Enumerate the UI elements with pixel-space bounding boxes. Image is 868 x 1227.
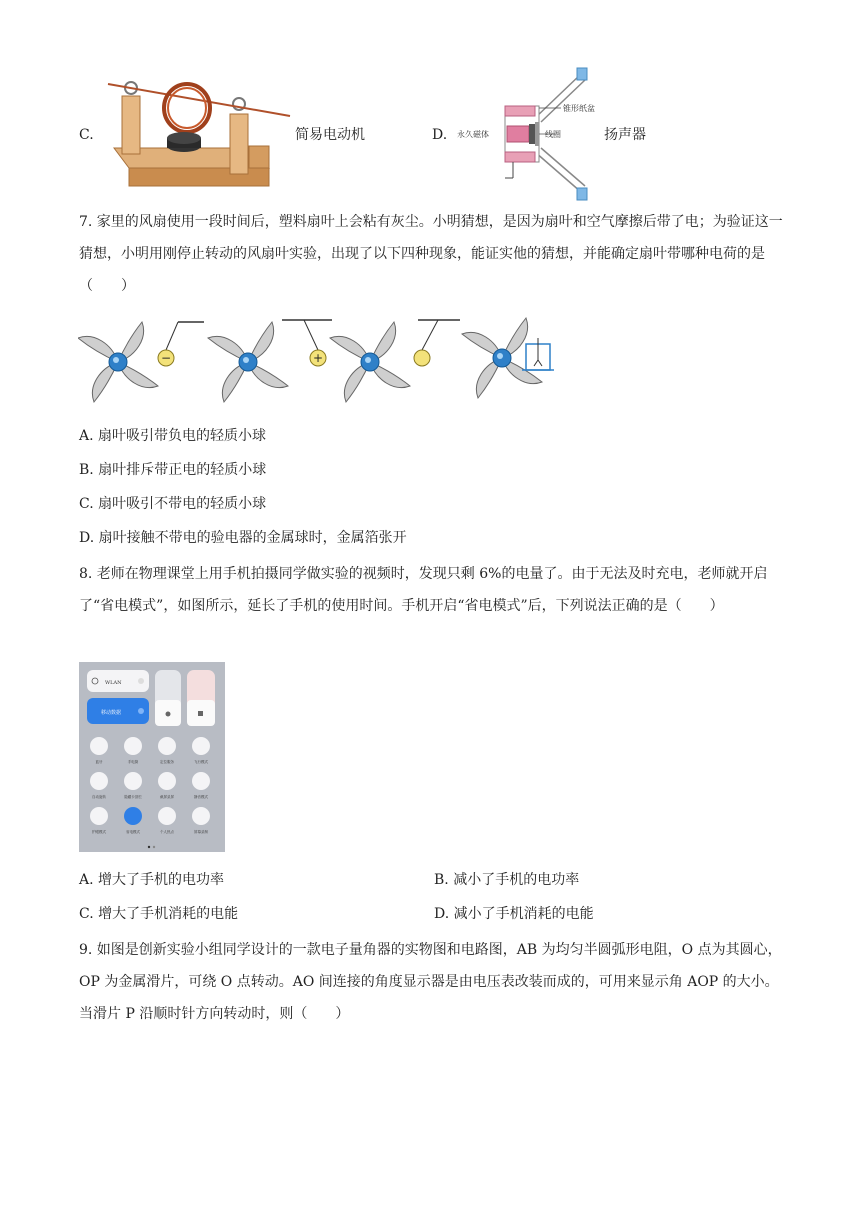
q8-option-d: D. 减小了手机消耗的电能 [434,906,594,922]
option-d-letter: D. [432,127,448,143]
option-d-caption: 扬声器 [604,127,646,143]
speaker-label-magnet: 永久磁体 [457,130,489,139]
grid-label-eye: 护眼模式 [92,830,106,834]
q8-option-c: C. 增大了手机消耗的电能 [79,906,239,922]
q7-option-a: A. 扇叶吸引带负电的轻质小球 [79,428,267,444]
ball-sign-negative: − [160,351,172,365]
grid-label-hide: 隐藏卡顶栏 [124,795,142,799]
speaker-label-cone: 锥形纸盆 [563,104,595,113]
q8-option-b: B. 减小了手机的电功率 [434,872,580,888]
phone-control-center-screenshot [79,662,225,852]
motor-image [104,76,294,194]
grid-label-record: 屏幕录制 [194,830,208,834]
wifi-label: WLAN [105,680,122,686]
grid-label-location: 定位服务 [160,760,174,764]
grid-label-hotspot: 个人热点 [160,830,174,834]
grid-label-flashlight: 手电筒 [127,760,139,764]
grid-label-bluetooth: 蓝牙 [95,760,103,764]
grid-label-airplane: 飞行模式 [194,760,208,764]
speaker-diagram [455,66,605,202]
option-c-caption: 简易电动机 [295,127,365,143]
speaker-label-coil: 线圈 [545,130,561,139]
grid-label-silent: 静音模式 [194,795,208,799]
grid-label-power-saving: 省电模式 [126,830,140,834]
grid-label-screenshot: 截屏录屏 [160,795,174,799]
q7-option-b: B. 扇叶排斥带正电的轻质小球 [79,462,267,478]
q8-option-a: A. 增大了手机的电功率 [79,872,225,888]
fan-experiment-figures [78,316,558,408]
grid-label-rotate: 自动旋转 [92,795,106,799]
q9-stem: 9. 如图是创新实验小组同学设计的一款电子量角器的实物图和电路图，AB 为均匀半圆弧形电阻，O 点为其圆心，OP 为金属滑片，可绕 O 点转动。AO 间连接的角度显示器是由电压表改装而成的，可用来显示角 AOP 的大小。当滑片 P 沿顺时针方向转动时，则（ ） [79,942,782,1022]
q7-option-d: D. 扇叶接触不带电的验电器的金属球时，金属箔张开 [79,530,407,546]
option-c-letter: C. [79,127,94,143]
ball-sign-positive: + [312,351,324,365]
q8-stem: 8. 老师在物理课堂上用手机拍摄同学做实验的视频时，发现只剩 6%的电量了。由于无法及时充电，老师就开启了“省电模式”，如图所示，延长了手机的使用时间。手机开启“省电模式”后，下列说法正确的是（ ） [79,566,768,614]
mobile-data-label: 移动数据 [101,710,122,716]
q7-stem: 7. 家里的风扇使用一段时间后，塑料扇叶上会粘有灰尘。小明猜想，是因为扇叶和空气摩擦后带了电；为验证这一猜想，小明用刚停止转动的风扇叶实验，出现了以下四种现象，能证实他的猜想，并能确定扇叶带哪种电荷的是（ ） [79,214,783,294]
q7-option-c: C. 扇叶吸引不带电的轻质小球 [79,496,267,512]
